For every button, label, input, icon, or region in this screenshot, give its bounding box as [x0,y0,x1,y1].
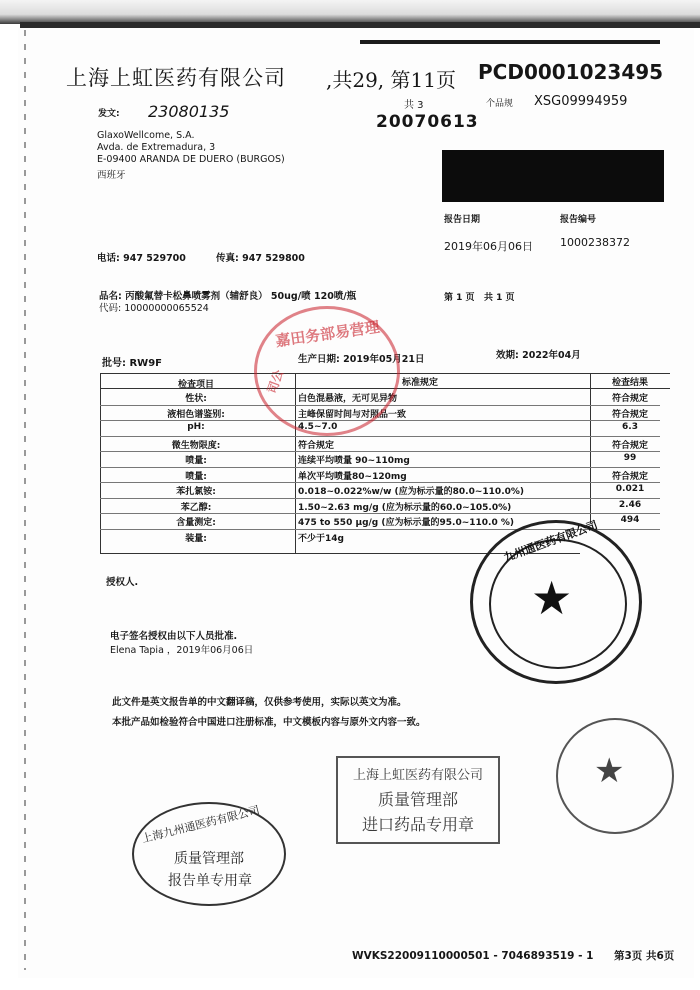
report-number-label: 报告编号 [560,215,597,225]
report-seal-stamp [132,802,286,906]
authorized-label: 授权人. [106,577,139,588]
table-cell-standard: 连续平均喷量 90~110mg [298,456,410,466]
sender-address-1: Avda. de Extremadura, 3 [97,142,216,153]
scan-header-line [360,40,660,44]
table-cell-standard: 0.018~0.022%w/w (应为标示量的80.0~110.0%) [298,487,525,497]
handwritten-lot: 20070613 [376,112,479,132]
sender-handwritten-code: 23080135 [148,102,230,121]
table-row-divider [100,451,660,452]
table-row-divider [100,498,660,499]
table-cell-result: 99 [623,453,637,463]
report-number: 1000238372 [560,236,630,249]
sender-fax: 传真: 947 529800 [216,253,305,264]
table-cell-standard: 不少于14g [298,534,344,544]
company-name: 上海上虹医药有限公司 [66,66,286,90]
sender-address-2: E-09400 ARANDA DE DUERO (BURGOS) [97,154,285,165]
report-page: 第 1 页 [444,293,475,303]
table-cell-standard: 4.5~7.0 [298,422,338,432]
expiry-date: 效期: 2022年04月 [496,350,581,361]
pcd-code: PCD0001023495 [478,60,664,84]
report-date-label: 报告日期 [444,215,481,225]
table-cell-result: 符合规定 [611,410,648,420]
sender-country: 西班牙 [97,170,126,181]
table-header-standard: 标准规定 [402,378,439,388]
table-cell-standard: 1.50~2.63 mg/g (应为标示量的60.0~105.0%) [298,503,512,513]
registration-note: 本批产品如检验符合中国进口注册标准，中文模板内容与原外文内容一致。 [112,717,426,728]
table-cell-item: 喷量: [185,456,207,466]
table-cell-item: 含量测定: [176,518,216,528]
signer: Elena Tapia ，2019年06月06日 [110,645,254,656]
seal-text: 九州通医药有限公司 [501,518,600,565]
table-cell-item: 液相色谱鉴别: [167,410,225,420]
table-cell-item: 微生物限度: [171,441,221,451]
table-row-divider [100,482,660,483]
table-row-divider [100,436,660,437]
sender-label: 发文: [98,109,120,119]
report-date: 2019年06月06日 [444,240,533,253]
table-cell-result: 0.021 [615,484,645,494]
redaction-box [442,150,664,202]
faded-seal-stamp [556,718,674,834]
seal-star-icon: ★ [531,571,573,625]
product-name: 品名: 丙酸氟替卡松鼻喷雾剂（辅舒良） 50ug/喷 120喷/瓶 [99,291,357,302]
table-cell-item: 喷量: [185,472,207,482]
table-cell-standard: 475 to 550 µg/g (应为标示量的95.0~110.0 %) [298,518,514,528]
faded-seal-star-icon: ★ [594,751,625,791]
oval-stamp-line3: 报告单专用章 [168,873,252,889]
page-info: ,共29, 第11页 [326,68,456,92]
scan-left-edge [24,30,26,970]
table-cell-item: 苯乙醇: [180,503,212,513]
oval-stamp-line2: 质量管理部 [174,851,244,867]
production-date: 生产日期: 2019年05月21日 [298,354,425,365]
table-cell-result: 符合规定 [611,441,648,451]
batch-number: 批号: RW9F [102,358,162,369]
table-cell-item: 苯扎氯铵: [176,487,216,497]
table-row-divider [100,513,660,514]
sender-phone: 电话: 947 529700 [97,253,186,264]
red-stamp-arc: 司公 [264,367,287,396]
table-cell-standard: 白色混悬液，无可见异物 [298,394,398,404]
table-row-divider [100,467,660,468]
footer-code: WVKS22009110000501 - 7046893519 - 1 [352,950,594,962]
table-cell-result: 符合规定 [611,472,648,482]
table-row-divider [100,420,660,421]
spec-label: 个品规 [486,99,514,109]
table-cell-standard: 单次平均喷量80~120mg [298,472,407,482]
import-drug-stamp [336,756,500,844]
rect-stamp-line1: 上海上虹医药有限公司 [352,768,483,783]
table-cell-result: 2.46 [618,500,642,510]
sender-company: GlaxoWellcome, S.A. [97,130,195,141]
table-cell-item: pH: [187,422,205,432]
table-cell-result: 6.3 [622,422,638,432]
table-cell-standard: 主峰保留时间与对照品一致 [298,410,407,420]
table-cell-item: 性状: [185,394,207,404]
table-cell-result: 494 [620,515,640,525]
esign-note: 电子签名授权由以下人员批准. [110,631,238,642]
rect-stamp-line3: 进口药品专用章 [361,815,474,834]
translation-note: 此文件是英文报告单的中文翻译稿，仅供参考使用，实际以英文为准。 [112,697,407,708]
footer-page: 第3页 共6页 [614,950,675,962]
table-header-item: 检查项目 [177,380,214,390]
product-code: 代码: 10000000065524 [99,303,209,314]
table-cell-result: 符合规定 [611,394,648,404]
oval-stamp-line1: 上海九州通医药有限公司 [140,803,261,846]
table-header-result: 检查结果 [611,378,648,388]
red-stamp [254,306,400,436]
scan-top-edge [0,0,700,24]
table-cell-standard: 符合规定 [298,441,335,451]
report-page-total: 共 1 页 [484,293,515,303]
table-cell-item: 装量: [185,534,207,544]
company-seal-stamp [470,520,642,684]
red-stamp-text: 嘉田务部易营理 [274,317,381,351]
spec-code: XSG09994959 [534,94,628,109]
quantity: 共 3 [404,100,424,111]
rect-stamp-line2: 质量管理部 [377,790,458,809]
